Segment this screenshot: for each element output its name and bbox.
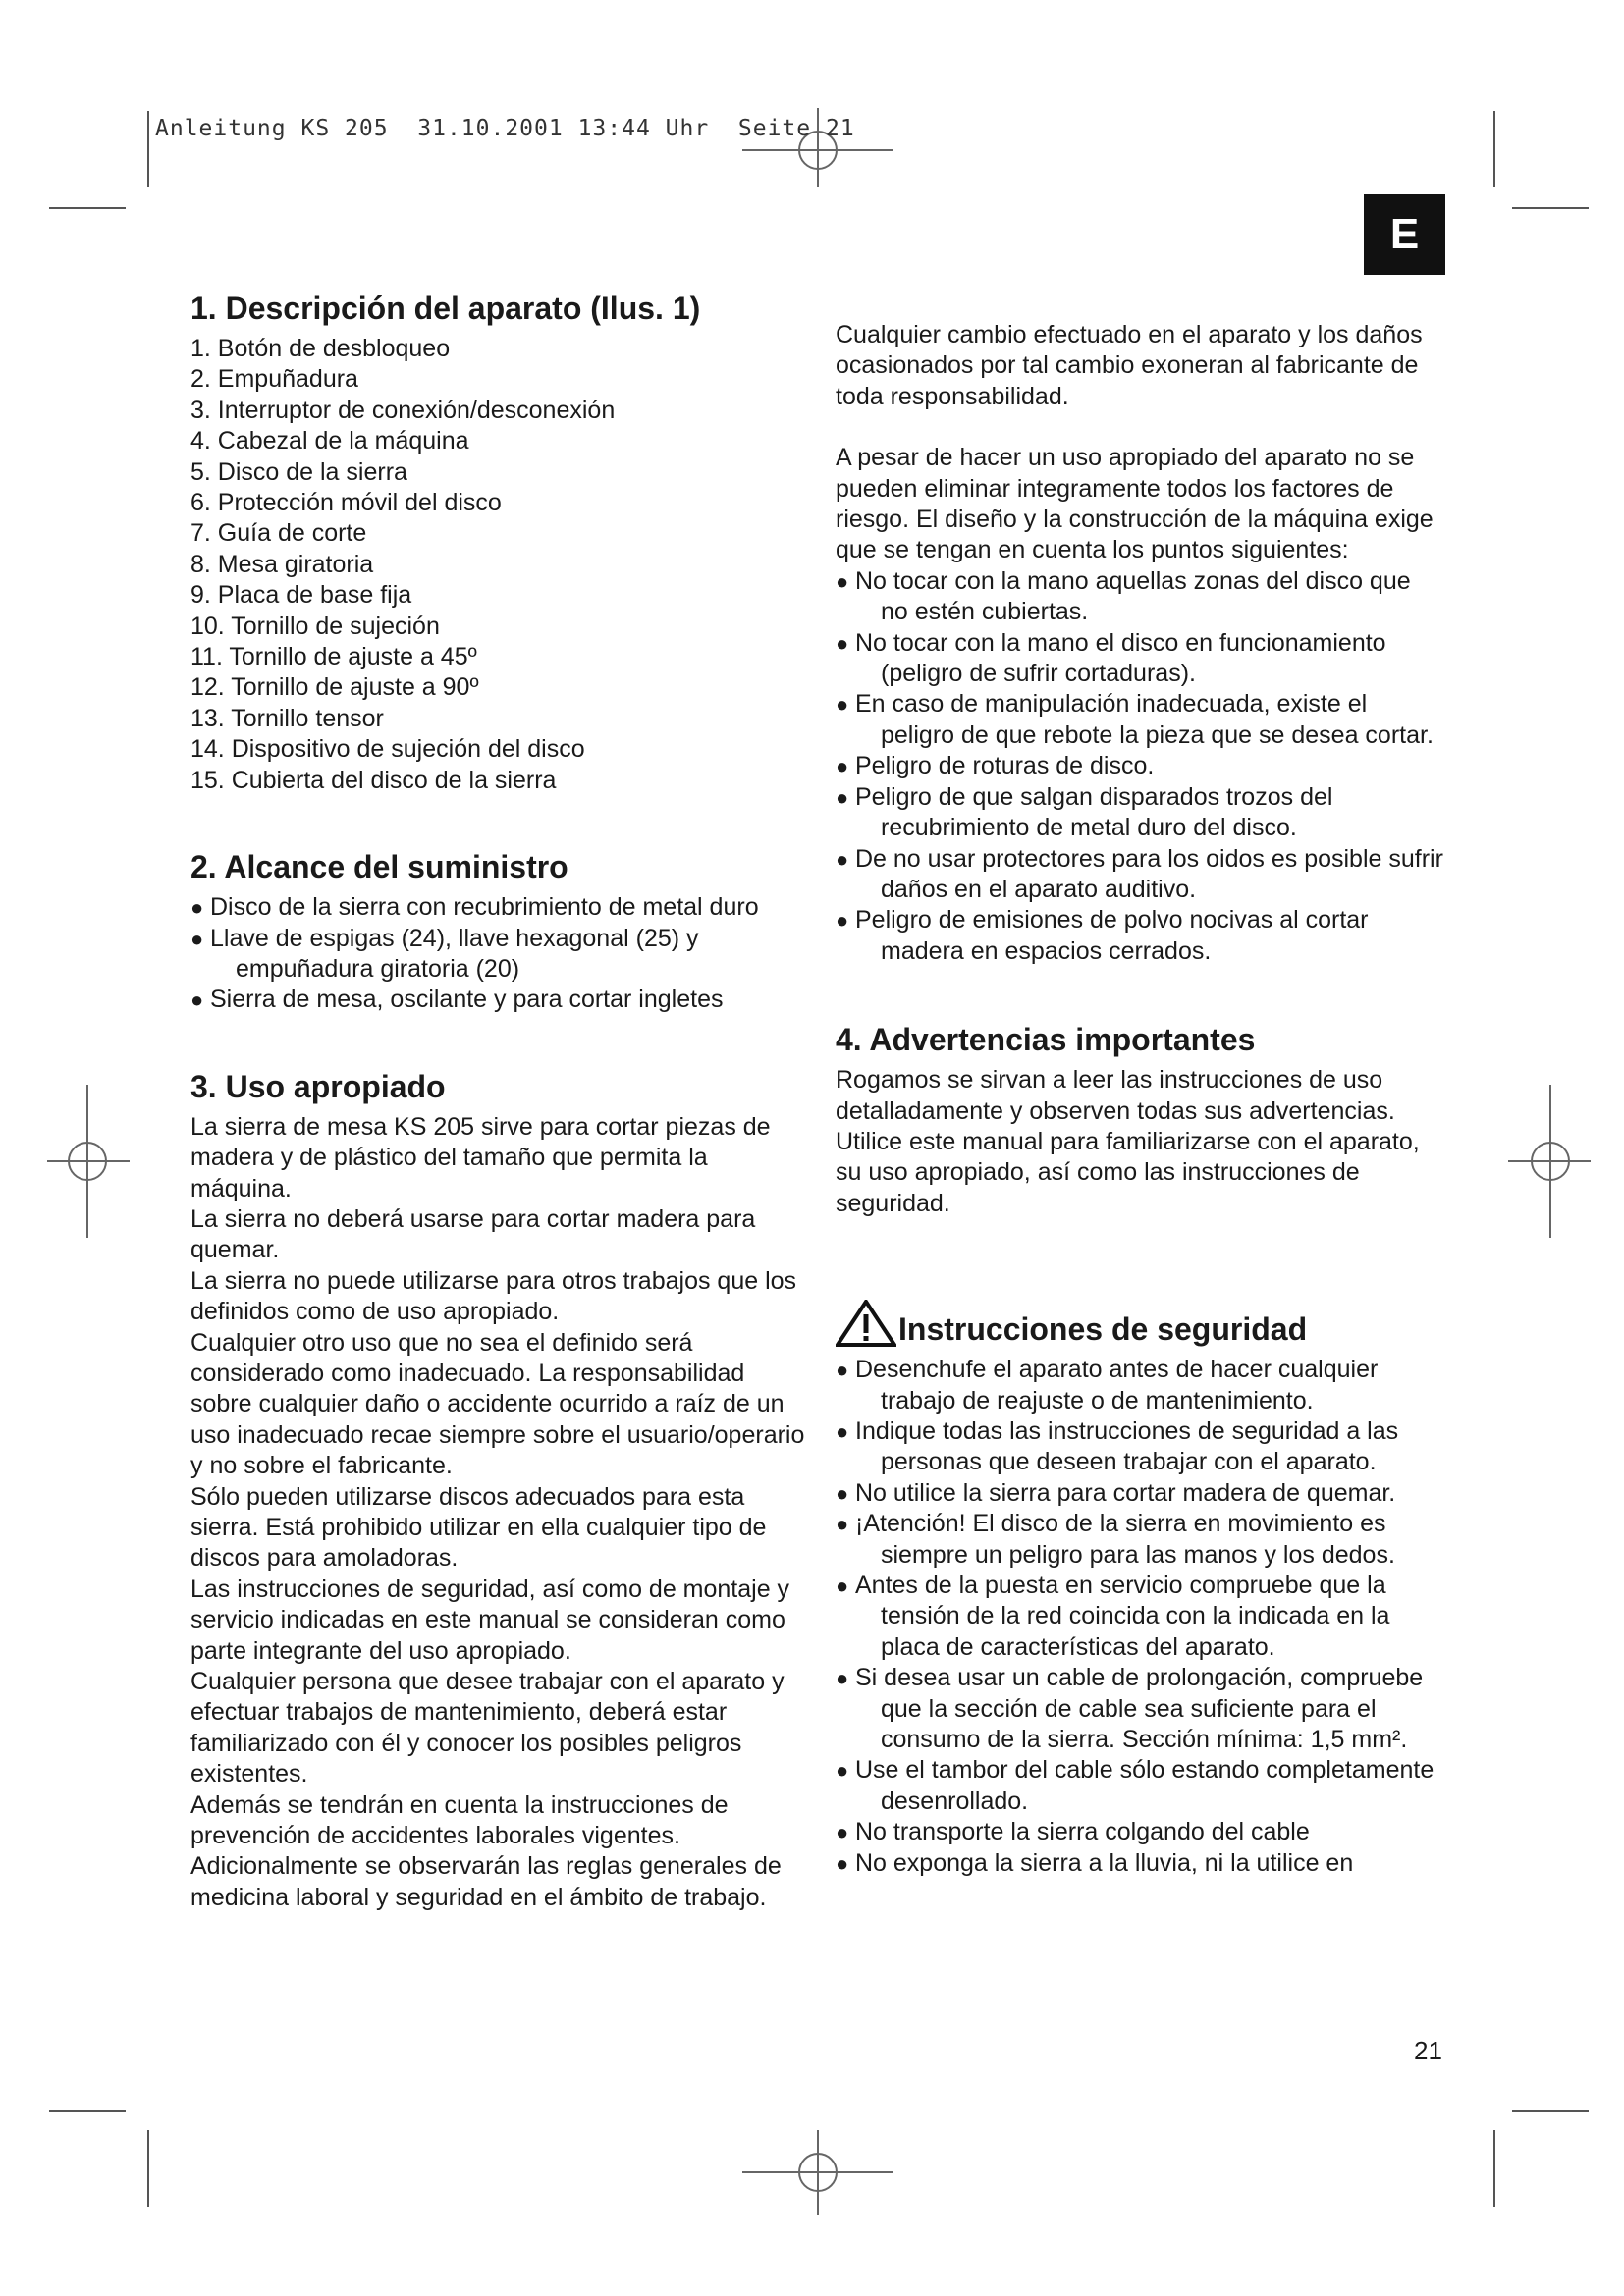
bullet-item [190, 924, 809, 986]
bullet-icon: ● [836, 908, 849, 934]
page-number: 21 [1414, 2036, 1442, 2065]
delivery-list [190, 892, 809, 1016]
parts-list [190, 334, 809, 796]
safety-heading [836, 1300, 1444, 1347]
bullet-text: Antes de la puesta en servicio compruebe que la tensión de la red coincida con la indicada en la placa de características del aparato. [855, 1572, 1390, 1661]
liability-paragraph: Cualquier cambio efectuado en el aparato y los daños ocasionados por tal cambio exoneran al fabricante de toda responsabilidad. [836, 321, 1423, 410]
list-item: 2. Empuñadura [190, 365, 358, 394]
list-item: 7. Guía de corte [190, 519, 367, 548]
risk-paragraph: A pesar de hacer un uso apropiado del aparato no se pueden eliminar integramente todos los factores de riesgo. El diseño y la construcción de la máquina exige que se tengan en cuenta los puntos siguientes: [836, 444, 1434, 564]
bullet-item [836, 905, 1444, 967]
bullet-item [836, 844, 1444, 906]
bullet-icon: ● [836, 1574, 849, 1598]
bullet-text: Peligro de emisiones de polvo nocivas al cortar madera en espacios cerrados. [855, 906, 1369, 965]
bullet-icon: ● [836, 1512, 849, 1537]
list-item: 15. Cubierta del disco de la sierra [190, 766, 557, 794]
list-item: 11. Tornillo de ajuste a 45º [190, 643, 477, 671]
body-paragraph: Cualquier otro uso que no sea el definido será considerado como inadecuado. La responsabilidad sobre cualquier daño o accidente ocurrido a raíz de un uso inadecuado recae siempre sobre el usuario/operario y no sobre el fabricante. [190, 1328, 805, 1480]
crop-mark [49, 207, 126, 209]
bullet-icon: ● [190, 895, 204, 921]
list-item: 1. Botón de desbloqueo [190, 335, 451, 362]
bullet-text: Peligro de que salgan disparados trozos del recubrimiento de metal duro del disco. [855, 782, 1333, 842]
bullet-item [190, 985, 809, 1015]
bullet-item [836, 566, 1444, 628]
warning-triangle-icon [836, 1300, 896, 1347]
bullet-text: Si desea usar un cable de prolongación, compruebe que la sección de cable sea suficiente para el consumo de la sierra. Sección mínima: 1,5 mm². [855, 1664, 1424, 1754]
bullet-item [836, 751, 1444, 781]
list-item: 10. Tornillo de sujeción [190, 612, 440, 640]
left-column [190, 291, 809, 1913]
bullet-text: Disco de la sierra con recubrimiento de metal duro [210, 893, 759, 922]
body-paragraph: Sólo pueden utilizarse discos adecuados para esta sierra. Está prohibido utilizar en ella cualquier tipo de discos para amoladoras. [190, 1482, 767, 1573]
bullet-icon: ● [836, 784, 849, 810]
bullet-icon: ● [836, 1850, 849, 1876]
section-4-title: 4. Advertencias importantes [836, 1022, 1256, 1058]
list-item: 5. Disco de la sierra [190, 457, 407, 486]
bullet-icon: ● [836, 1820, 849, 1845]
bullet-item [190, 892, 809, 923]
bullet-text: Sierra de mesa, oscilante y para cortar ingletes [210, 986, 724, 1014]
bullet-icon: ● [836, 692, 849, 718]
bullet-text: No exponga la sierra a la lluvia, ni la utilice en [855, 1848, 1354, 1877]
safety-title: Instrucciones de seguridad [898, 1311, 1308, 1348]
bullet-text: No transporte la sierra colgando del cable [855, 1818, 1310, 1846]
crop-mark [49, 2110, 126, 2112]
crop-mark [1493, 111, 1495, 187]
list-item: 13. Tornillo tensor [190, 704, 384, 732]
list-item: 4. Cabezal de la máquina [190, 427, 469, 455]
crop-mark [1512, 207, 1589, 209]
bullet-item [836, 628, 1444, 690]
bullet-icon: ● [836, 1758, 849, 1784]
list-item: 6. Protección móvil del disco [190, 489, 502, 517]
section-2-title: 2. Alcance del suministro [190, 849, 568, 885]
body-paragraph: La sierra de mesa KS 205 sirve para cortar piezas de madera y de plástico del tamaño que permita la máquina. [190, 1112, 771, 1202]
bullet-item [836, 1416, 1444, 1478]
bullet-text: Indique todas las instrucciones de seguridad a las personas que deseen trabajar con el aparato. [855, 1416, 1399, 1476]
bullet-text: Llave de espigas (24), llave hexagonal (25) y empuñadura giratoria (20) [210, 924, 699, 983]
bullet-icon: ● [190, 926, 204, 951]
bullet-icon: ● [836, 630, 849, 656]
language-tab: E [1364, 194, 1445, 275]
body-paragraph: Cualquier persona que desee trabajar con el aparato y efectuar trabajos de mantenimiento, deberá estar familiarizado con él y conocer los posibles peligros existentes. [190, 1668, 785, 1789]
bullet-item [836, 1571, 1444, 1663]
bullet-item [836, 1817, 1444, 1847]
print-slug-header: Anleitung KS 205 31.10.2001 13:44 Uhr Seite 21 [155, 116, 855, 141]
bullet-text: Desenchufe el aparato antes de hacer cualquier trabajo de reajuste o de mantenimiento. [855, 1356, 1379, 1415]
registration-mark-icon [742, 2130, 893, 2228]
registration-mark-icon [47, 1085, 130, 1238]
bullet-text: No tocar con la mano el disco en funcionamiento (peligro de sufrir cortaduras). [855, 628, 1386, 688]
list-item: 14. Dispositivo de sujeción del disco [190, 735, 585, 764]
section-3-title: 3. Uso apropiado [190, 1068, 446, 1104]
bullet-item [836, 1478, 1444, 1509]
risk-list [836, 566, 1444, 967]
list-item: 12. Tornillo de ajuste a 90º [190, 673, 479, 702]
bullet-text: Use el tambor del cable sólo estando completamente desenrollado. [855, 1756, 1435, 1815]
body-paragraph: Además se tendrán en cuenta la instrucciones de prevención de accidentes laborales vigentes. [190, 1790, 729, 1850]
crop-mark [1512, 2110, 1589, 2112]
body-paragraph: Adicionalmente se observarán las reglas generales de medicina laboral y seguridad en el ámbito de trabajo. [190, 1852, 782, 1911]
bullet-icon: ● [836, 754, 849, 779]
bullet-icon: ● [836, 1418, 849, 1444]
right-column [836, 320, 1444, 1879]
bullet-text: En caso de manipulación inadecuada, existe el peligro de que rebote la pieza que se desea cortar. [855, 690, 1434, 749]
bullet-item [836, 689, 1444, 751]
list-item: 3. Interruptor de conexión/desconexión [190, 396, 616, 424]
list-item: 9. Placa de base fija [190, 581, 412, 610]
section-3-body [190, 1112, 809, 1914]
bullet-item [836, 782, 1444, 844]
bullet-icon: ● [836, 1666, 849, 1691]
bullet-item [836, 1355, 1444, 1416]
bullet-icon: ● [836, 846, 849, 872]
bullet-text: No utilice la sierra para cortar madera de quemar. [855, 1478, 1396, 1507]
bullet-text: Peligro de roturas de disco. [855, 752, 1155, 780]
crop-mark [147, 111, 149, 187]
body-paragraph: La sierra no deberá usarse para cortar madera para quemar. [190, 1204, 756, 1264]
registration-mark-icon [1508, 1085, 1591, 1238]
bullet-item [836, 1755, 1444, 1817]
section-4-body: Rogamos se sirvan a leer las instrucciones de uso detalladamente y observen todas sus advertencias. Utilice este manual para familiarizarse con el aparato, su uso apropiado, así como las instrucciones de seguridad. [836, 1066, 1420, 1217]
bullet-icon: ● [836, 1358, 849, 1383]
safety-list [836, 1355, 1444, 1879]
body-paragraph: La sierra no puede utilizarse para otros trabajos que los definidos como de uso apropiado. [190, 1266, 797, 1326]
body-paragraph: Las instrucciones de seguridad, así como de montaje y servicio indicadas en este manual se consideran como parte integrante del uso apropiado. [190, 1575, 790, 1665]
bullet-item [836, 1663, 1444, 1755]
crop-mark [1493, 2130, 1495, 2207]
bullet-text: De no usar protectores para los oidos es posible sufrir daños en el aparato auditivo. [855, 844, 1443, 903]
list-item: 8. Mesa giratoria [190, 550, 374, 578]
bullet-icon: ● [190, 988, 204, 1013]
bullet-item [836, 1848, 1444, 1879]
section-1-title: 1. Descripción del aparato (Ilus. 1) [190, 291, 701, 326]
bullet-icon: ● [836, 568, 849, 594]
bullet-icon: ● [836, 1480, 849, 1506]
bullet-text: ¡Atención! El disco de la sierra en movimiento es siempre un peligro para las manos y los dedos. [855, 1510, 1395, 1569]
bullet-text: No tocar con la mano aquellas zonas del disco que no estén cubiertas. [855, 566, 1411, 626]
bullet-item [836, 1509, 1444, 1571]
crop-mark [147, 2130, 149, 2207]
